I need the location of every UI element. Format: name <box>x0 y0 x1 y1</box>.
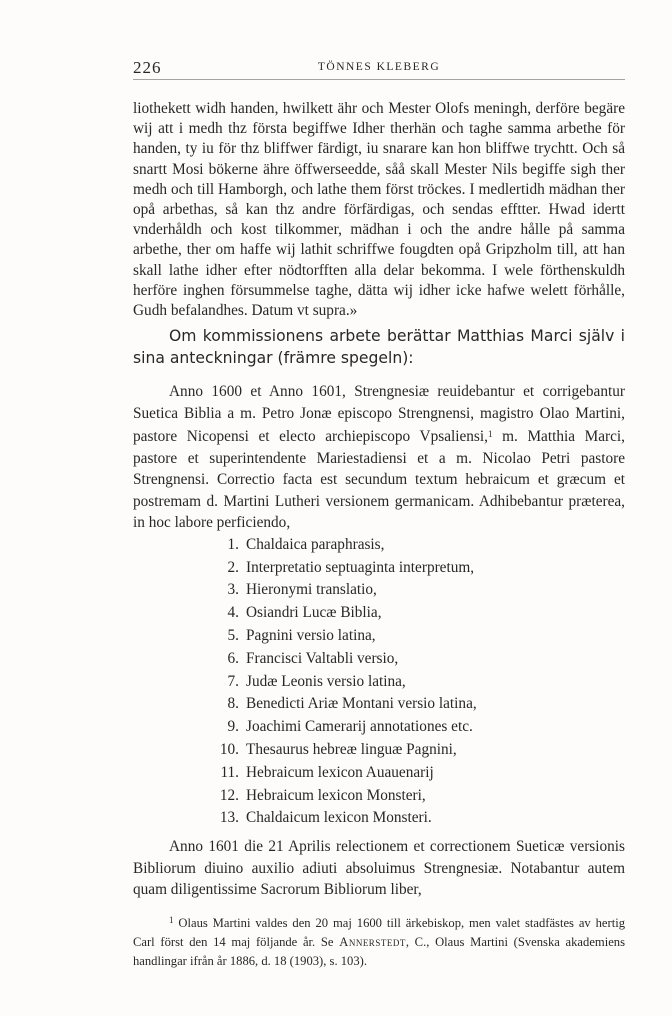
list-item-number: 1. <box>227 535 239 553</box>
footnote-mark: 1 <box>169 914 174 925</box>
list-item <box>133 602 625 625</box>
commentary-paragraph: Om kommissionens arbete berättar Matthias Marci själv i sina anteckningar (främre spegeln): <box>133 327 625 368</box>
list-item-number: 7. <box>227 672 239 690</box>
list-item-number: 9. <box>227 718 239 736</box>
list-item-text: Francisci Valtabli versio, <box>246 649 399 667</box>
list-item-number: 13. <box>219 809 239 827</box>
list-item-number: 5. <box>227 626 239 644</box>
running-head: TÖNNES KLEBERG <box>317 61 441 73</box>
list-item-text: Pagnini versio latina, <box>246 626 376 644</box>
list-item <box>133 671 625 694</box>
sources-list <box>133 534 625 830</box>
list-item-number: 12. <box>219 786 239 804</box>
latin-outro-paragraph: Anno 1601 die 21 Aprilis relectionem et correctionem Sueticæ versionis Bibliorum diuino auxilio adiuti absoluimus Strengnesiæ. Notabantur autem quam diligentissime Sacrorum Bibliorum liber, <box>133 838 625 899</box>
list-item <box>133 762 625 785</box>
list-item-text: Hebraicum lexicon Monsteri, <box>246 786 426 804</box>
latin-intro-part-2: m. Matthia Marci, pastore et superintendente Mariestadiensi et a m. Nicolao Petri pastore Strengnensi. Correctio facta est secundum textum hebraicum et græcum et postremam d. Martini Lutheri versionem germanicam. Adhibebantur præterea, in hoc labore perficiendo, <box>133 428 625 532</box>
list-item-number: 10. <box>219 740 239 758</box>
list-item <box>133 807 625 830</box>
list-item-text: Thesaurus hebreæ linguæ Pagnini, <box>246 740 457 758</box>
page-header <box>133 58 625 80</box>
list-item-number: 4. <box>227 604 239 622</box>
list-item <box>133 739 625 762</box>
list-item <box>133 557 625 580</box>
list-item-text: Benedicti Ariæ Montani versio latina, <box>246 695 477 713</box>
footnote-reference: 1 <box>487 429 493 440</box>
letter-paragraph: liothekett widh handen, hwilkett ähr och Mester Olofs meningh, derföre begäre wij att i medh thz första begiffwe Idher therhän och taghe samma arbethe för handen, ty iu för thz bliffwer färdigt, iu snarare kan hon bliffwe trychtt. Och så snartt Mosi bökerne ähre öffwerseedde, såå skall Mester Nils begiffe sigh ther medh och till Hamborgh, och lathe them först tröckes. I medlertidh mädhan ther opå arbethas, så kan thz andre förfärdigas, och sendas efftter. Hwad idertt vnderhåldh och kost tilkommer, mädhan i och the andre hålle på samma arbethe, ther om haffe wij lathit schriffwe fougdten opå Gripzholm till, att han skall lathe idher efter nödtorfften alla delar bekomma. I wele förthenskuldh herföre inghen försummelse taghe, dätta wij idher icke hafwe welett förhålle, Gudh befalandhes. Datum vt supra.» <box>133 100 625 320</box>
list-item-number: 8. <box>227 695 239 713</box>
list-item-text: Hebraicum lexicon Auauenarij <box>246 763 434 781</box>
list-item <box>133 625 625 648</box>
list-item <box>133 693 625 716</box>
latin-intro-paragraph <box>133 381 625 534</box>
list-item-text: Chaldaica paraphrasis, <box>246 535 385 553</box>
list-item <box>133 785 625 808</box>
list-item <box>133 579 625 602</box>
list-item <box>133 534 625 557</box>
list-item-text: Hieronymi translatio, <box>246 581 377 599</box>
list-item-number: 6. <box>227 649 239 667</box>
footnote <box>133 911 625 972</box>
main-text <box>133 99 625 971</box>
list-item-text: Joachimi Camerarij annotationes etc. <box>246 718 473 736</box>
list-item <box>133 716 625 739</box>
list-item-text: Osiandri Lucæ Biblia, <box>246 604 382 622</box>
list-item-number: 2. <box>227 558 239 576</box>
list-item-text: Judæ Leonis versio latina, <box>246 672 406 690</box>
list-item-text: Chaldaicum lexicon Monsteri. <box>246 809 432 827</box>
footnote-text-1: Olaus Martini valdes den 20 maj 1600 till ärkebiskop, men valet stadfästes av hertig Carl först den 14 maj följande år. Se <box>133 915 626 949</box>
page-number: 226 <box>133 58 162 77</box>
header-rule <box>133 79 625 80</box>
footnote-text-2: , C., Olaus Martini (Svenska akademiens handlingar ifrån år 1886, d. 18 (1903), s. 103). <box>133 934 625 969</box>
list-item-text: Interpretatio septuaginta interpretum, <box>246 558 475 576</box>
latin-intro-part-1: Anno 1600 et Anno 1601, Strengnesiæ reuidebantur et corrigebantur Suetica Biblia a m. Petro Jonæ episcopo Strengnensi, magistro Olao Martini, pastore Nicopensi et electo archiepiscopo Vpsaliensi, <box>133 383 625 446</box>
list-item <box>133 648 625 671</box>
footnote-author: Annerstedt <box>339 934 406 949</box>
list-item-number: 3. <box>227 581 239 599</box>
list-item-number: 11. <box>220 763 239 781</box>
